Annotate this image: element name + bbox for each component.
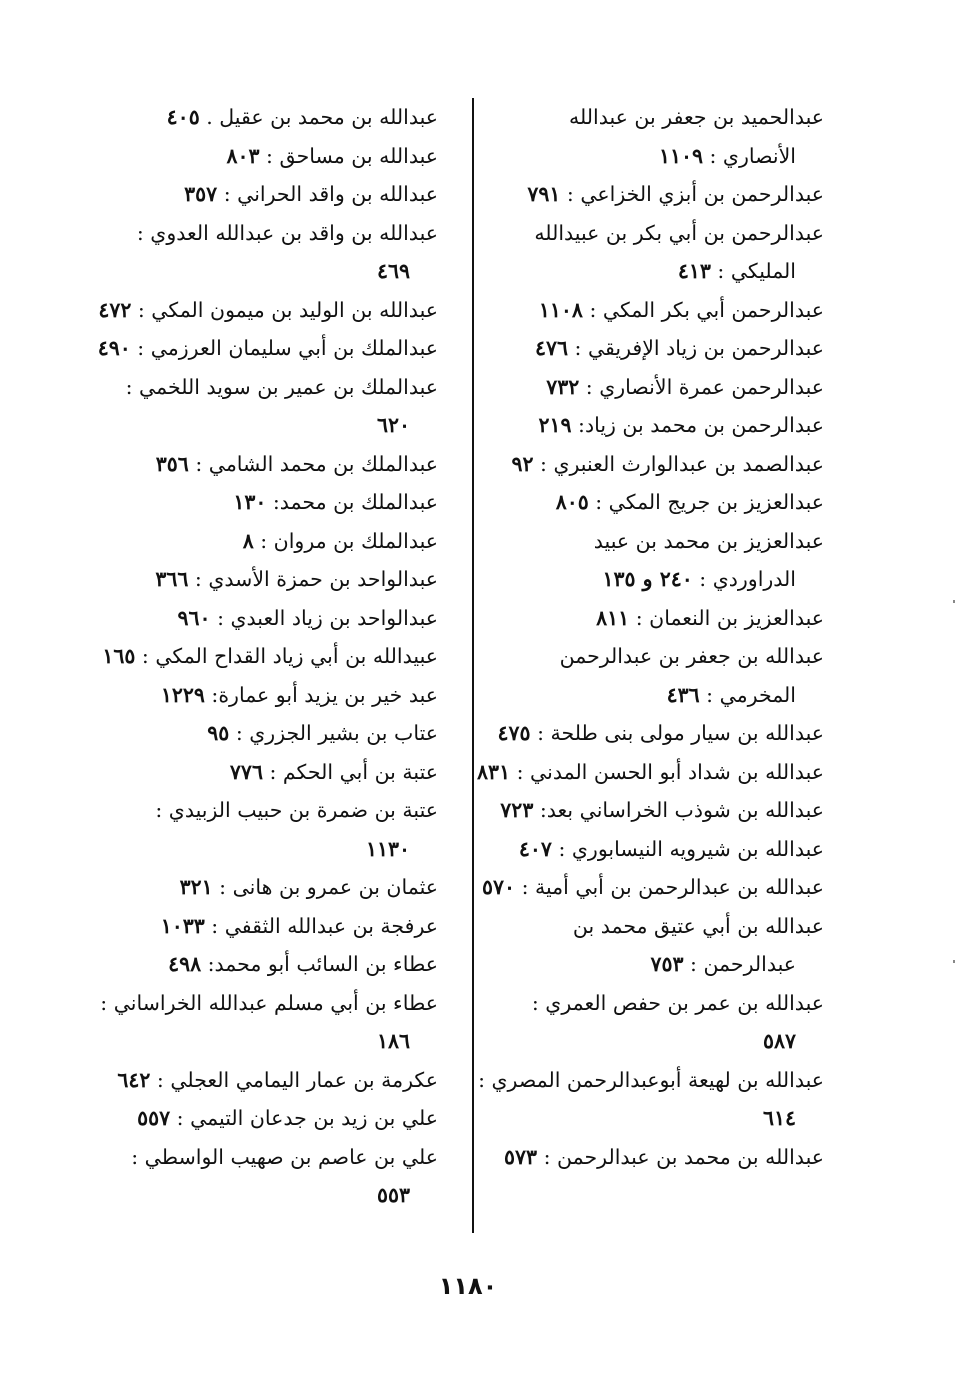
- entry-name: عطاء بن أبي مسلم عبدالله الخراساني :: [100, 990, 438, 1015]
- entry-page-ref: ٥٧٠: [482, 875, 516, 899]
- index-entry: [108, 252, 438, 291]
- entry-name: عبدالواحد بن حمزة الأسدي :: [188, 567, 438, 591]
- index-entry: [108, 1176, 438, 1215]
- index-entry: [494, 637, 824, 676]
- index-entry: [494, 291, 824, 330]
- index-entry: [494, 214, 824, 253]
- entry-name: علي بن عاصم بن صهيب الواسطي :: [131, 1144, 438, 1169]
- index-entry: [100, 984, 438, 1023]
- index-entry: [494, 1022, 824, 1061]
- entry-page-ref: ٤٠٥: [166, 105, 200, 129]
- entry-page-ref: ٥٥٣: [376, 1183, 410, 1207]
- entry-name: عبدالصمد بن عبدالوارث العنبري :: [533, 451, 824, 476]
- index-entry: [494, 522, 824, 561]
- entry-page-ref: ٤١٣: [677, 259, 711, 283]
- entry-page-ref: ١٦٥: [102, 644, 136, 668]
- entry-page-ref: ٥٥٧: [137, 1106, 171, 1130]
- index-entry: [108, 676, 438, 715]
- entry-page-ref: ٧٢٣: [500, 798, 534, 822]
- entry-name: عبدالله بن لهيعة أبوعبدالرحمن المصري :: [478, 1067, 824, 1092]
- entry-name: عبدالملك بن محمد:: [266, 490, 438, 514]
- entry-name: عبدالله بن شوذب الخراساني بعد:: [533, 798, 824, 822]
- entry-name: عبدالرحمن عمرة الأنصاري :: [579, 374, 824, 399]
- entry-page-ref: ٤٩٨: [168, 952, 202, 976]
- entry-page-ref: ٣٦٦: [155, 567, 189, 591]
- entry-page-ref: ٣٥٧: [184, 182, 218, 206]
- entry-page-ref: ٦١٤: [762, 1106, 796, 1130]
- entry-page-ref: ٨: [242, 528, 254, 553]
- entry-name: عبدالله بن شيرويه النيسابوري :: [551, 836, 824, 861]
- index-entry: [108, 137, 438, 176]
- scan-speck: [953, 600, 955, 603]
- entry-name: عبدالواحد بن زياد العبدي :: [210, 605, 438, 630]
- index-column-left: [97, 98, 438, 1215]
- entry-page-ref: ١١٣٠: [365, 836, 410, 861]
- index-entry: [108, 483, 438, 522]
- entry-name: الأنصاري :: [702, 143, 796, 168]
- entry-name: عبدالله بن واقد بن عبدالله العدوي :: [136, 220, 438, 245]
- index-entry: [108, 907, 438, 946]
- page-number: ١١٨٠: [438, 1272, 498, 1300]
- entry-page-ref: ٧٥٣: [650, 952, 684, 976]
- entry-name: عبدالله بن الوليد بن ميمون المكي :: [131, 297, 438, 322]
- entry-page-ref: ٨٠٥: [555, 490, 589, 514]
- entry-page-ref: ٩٦٠: [177, 605, 211, 630]
- index-entry: [98, 291, 438, 330]
- entry-name: عبدالعزيز بن النعمان :: [629, 605, 824, 630]
- entry-page-ref: ٢١٩: [538, 413, 572, 437]
- scan-speck: [953, 960, 955, 963]
- entry-name: عتاب بن بشير الجزري :: [229, 721, 438, 745]
- entry-page-ref: ٥٨٧: [762, 1029, 796, 1053]
- index-entry: [494, 984, 824, 1023]
- index-entry: [108, 445, 438, 484]
- entry-name: الدراوردي :: [692, 567, 796, 591]
- index-entry: [494, 830, 824, 869]
- index-entry: [482, 868, 824, 907]
- entry-page-ref: ١٣٠: [233, 490, 267, 514]
- index-entry: [494, 406, 824, 445]
- entry-page-ref: ٩٢: [511, 451, 534, 476]
- entry-name: عبدالله بن مساحق :: [259, 143, 438, 168]
- index-entry: [478, 1061, 824, 1100]
- entry-name: عثمان بن عمرو بن هانى :: [212, 875, 438, 899]
- entry-name: عبدالرحمن بن زياد الإفريقي :: [568, 336, 824, 360]
- index-entry: [494, 1138, 824, 1177]
- index-entry: [108, 98, 438, 137]
- index-entry: [494, 252, 824, 291]
- entry-name: عبدالعزيز بن جريج المكي :: [588, 490, 824, 514]
- entry-page-ref: ٨٣١: [477, 759, 511, 784]
- index-entry: [102, 637, 438, 676]
- entry-name: عبدالملك بن أبي سليمان العرزمي :: [130, 336, 438, 360]
- entry-page-ref: ١٠٣٣: [160, 913, 205, 938]
- index-entry: [494, 945, 824, 984]
- index-entry: [494, 1099, 824, 1138]
- entry-name: عبدالملك بن محمد الشامي :: [188, 451, 438, 476]
- entry-page-ref: ٤٧٥: [497, 721, 531, 745]
- entry-page-ref: ١١٠٨: [538, 297, 583, 322]
- entry-page-ref: ١٢٢٩: [160, 682, 205, 707]
- entry-page-ref: ٨٠٣: [226, 143, 260, 168]
- entry-page-ref: ٩٥: [207, 721, 230, 745]
- entry-name: عبدالرحمن أبي بكر المكي :: [582, 297, 824, 322]
- index-entry: [494, 445, 824, 484]
- entry-name: عبدالرحمن :: [683, 952, 796, 976]
- entry-page-ref: ٦٤٢: [117, 1067, 151, 1092]
- index-entry: [494, 560, 824, 599]
- entry-page-ref: ٧٧٦: [229, 759, 263, 784]
- entry-name: عبيدالله بن أبي زياد القداح المكي :: [135, 644, 438, 668]
- entry-name: عكرمة بن عمار اليمامي العجلي :: [150, 1067, 438, 1092]
- index-entry: [494, 137, 824, 176]
- index-entry: [494, 483, 824, 522]
- entry-name: عبدالله بن عبدالرحمن بن أبي أمية :: [515, 875, 824, 899]
- index-entry: [494, 599, 824, 638]
- index-entry: [494, 98, 824, 137]
- index-entry: [108, 560, 438, 599]
- entry-page-ref: ٨١١: [596, 605, 630, 630]
- entry-name: عبدالله بن شداد أبو الحسن المدني :: [510, 759, 824, 784]
- entry-page-ref: ٧٣٢: [546, 374, 580, 399]
- entry-name: علي بن زيد بن جدعان التيمي :: [170, 1106, 438, 1130]
- entry-name: عبد خير بن يزيد أبو عمارة:: [204, 682, 438, 707]
- entry-page-ref: ٤٧٦: [534, 336, 568, 360]
- entry-name: عبدالله بن محمد بن عبدالرحمن :: [537, 1144, 824, 1169]
- entry-name: عبدالله بن سيار مولى بنى طلحة :: [530, 721, 824, 745]
- entry-name: عبدالملك بن مروان :: [253, 528, 438, 553]
- column-divider: [472, 98, 474, 1233]
- index-entry: [494, 329, 824, 368]
- entry-name: المخرمي :: [699, 682, 796, 707]
- entry-page-ref: ٤٩٠: [97, 336, 131, 360]
- entry-page-ref: ٦٢٠: [376, 413, 410, 437]
- index-entry: [108, 830, 438, 869]
- index-entry: [477, 753, 824, 792]
- index-column-right: [477, 98, 824, 1176]
- entry-name: عبدالحميد بن جعفر بن عبدالله: [569, 105, 824, 129]
- index-entry: [108, 522, 438, 561]
- entry-name: عبدالله بن واقد الحراني :: [217, 182, 438, 206]
- index-entry: [494, 907, 824, 946]
- entry-name: المليكي :: [710, 259, 796, 283]
- index-entry: [108, 945, 438, 984]
- entry-name: عبدالعزيز بن محمد بن عبيد: [593, 528, 824, 553]
- index-entry: [108, 1099, 438, 1138]
- index-entry: [108, 714, 438, 753]
- index-entry: [108, 368, 438, 407]
- index-entry: [494, 714, 824, 753]
- index-entry: [108, 1061, 438, 1100]
- entry-name: عبدالرحمن بن أبزي الخزاعي :: [560, 182, 824, 206]
- index-entry: [494, 791, 824, 830]
- index-entry: [108, 1022, 438, 1061]
- index-entry: [494, 175, 824, 214]
- entry-page-ref: ٤٣٦: [666, 682, 700, 707]
- entry-name: عبدالملك بن عمير بن سويد اللخمي :: [125, 374, 438, 399]
- entry-page-ref: ١٨٦: [376, 1029, 410, 1053]
- index-entry: [108, 753, 438, 792]
- entry-page-ref: ٤٠٧: [518, 836, 552, 861]
- entry-name: عبدالله بن عمر بن حفص العمري :: [531, 990, 824, 1015]
- index-entry: [108, 175, 438, 214]
- index-entry: [108, 214, 438, 253]
- entry-name: عبدالله بن أبي عتيق محمد بن: [572, 913, 824, 938]
- entry-page-ref: ٣٥٦: [155, 451, 189, 476]
- entry-page-ref: ٢٤٠ و ١٣٥: [602, 567, 693, 591]
- entry-page-ref: ٤٧٢: [98, 297, 132, 322]
- entry-page-ref: ١١٠٩: [658, 143, 703, 168]
- index-entry: [108, 406, 438, 445]
- entry-name: عبدالرحمن بن أبي بكر بن عبيدالله: [534, 220, 824, 245]
- entry-name: عبدالله بن محمد بن عقيل .: [199, 105, 438, 129]
- index-entry: [108, 868, 438, 907]
- entry-page-ref: ٧٩١: [527, 182, 561, 206]
- entry-name: عتبة بن أبي الحكم :: [262, 759, 438, 784]
- entry-name: عتبة بن ضمرة بن حبيب الزبيدي :: [155, 798, 438, 822]
- entry-page-ref: ٤٦٩: [376, 259, 410, 283]
- index-entry: [108, 599, 438, 638]
- entry-name: عطاء بن السائب أبو محمد:: [201, 952, 438, 976]
- index-entry: [494, 676, 824, 715]
- entry-page-ref: ٥٧٣: [504, 1144, 538, 1169]
- entry-page-ref: ٣٢١: [179, 875, 213, 899]
- entry-name: عبدالله بن جعفر بن عبدالرحمن: [559, 644, 824, 668]
- index-entry: [494, 368, 824, 407]
- entry-name: عبدالرحمن بن محمد بن زياد:: [571, 413, 824, 437]
- index-entry: [108, 1138, 438, 1177]
- entry-name: عرفجة بن عبدالله الثقفي :: [204, 913, 438, 938]
- index-entry: [108, 791, 438, 830]
- index-entry: [97, 329, 438, 368]
